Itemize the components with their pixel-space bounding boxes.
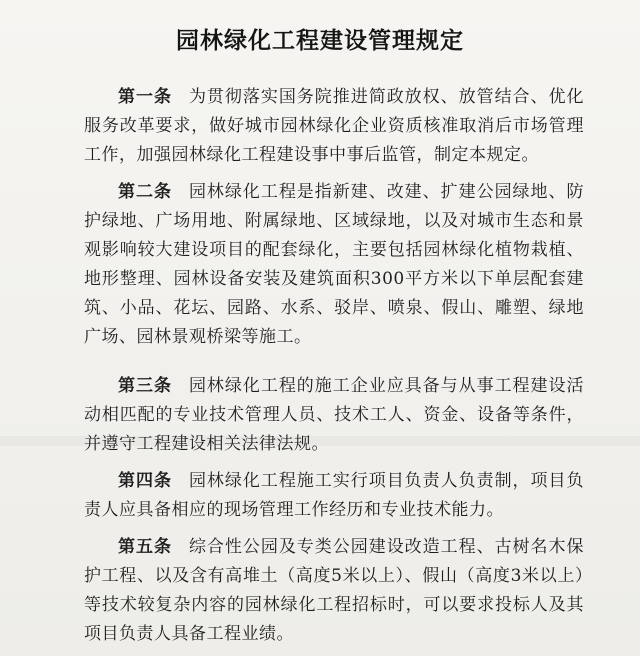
- article-number: 第三条: [118, 376, 172, 396]
- article-text: 园林绿化工程施工实行项目负责人负责制，项目负责人应具备相应的现场管理工作经历和专业技术能力。: [84, 471, 584, 520]
- article-text: 园林绿化工程的施工企业应具备与从事工程建设活动相匹配的专业技术管理人员、技术工人、资金、设备等条件，并遵守工程建设相关法律法规。: [84, 376, 584, 454]
- article-number: 第一条: [118, 87, 172, 107]
- article-number: 第五条: [118, 537, 172, 557]
- article-text: 为贯彻落实国务院推进简政放权、放管结合、优化服务改革要求，做好城市园林绿化企业资质核准取消后市场管理工作，加强园林绿化工程建设事中事后监管，制定本规定。: [84, 87, 584, 165]
- article-3: [84, 372, 584, 459]
- article-number: 第二条: [118, 182, 172, 202]
- article-4: [84, 467, 584, 525]
- article-5: [84, 533, 584, 649]
- article-1: [84, 83, 584, 170]
- article-text: 综合性公园及专类公园建设改造工程、古树名木保护工程、以及含有高堆土（高度5米以上）、假山（高度3米以上）等技术较复杂内容的园林绿化工程招标时，可以要求投标人及其项目负责人具备工程业绩。: [84, 537, 584, 644]
- article-number: 第四条: [118, 471, 172, 491]
- document-title: 园林绿化工程建设管理规定: [176, 28, 464, 54]
- article-text: 园林绿化工程是指新建、改建、扩建公园绿地、防护绿地、广场用地、附属绿地、区域绿地，以及对城市生态和景观影响较大建设项目的配套绿化，主要包括园林绿化植物栽植、地形整理、园林设备安装及建筑面积300平方米以下单层配套建筑、小品、花坛、园路、水系、驳岸、喷泉、假山、雕塑、绿地广场、园林景观桥梁等施工。: [84, 182, 584, 347]
- article-2: [84, 178, 584, 352]
